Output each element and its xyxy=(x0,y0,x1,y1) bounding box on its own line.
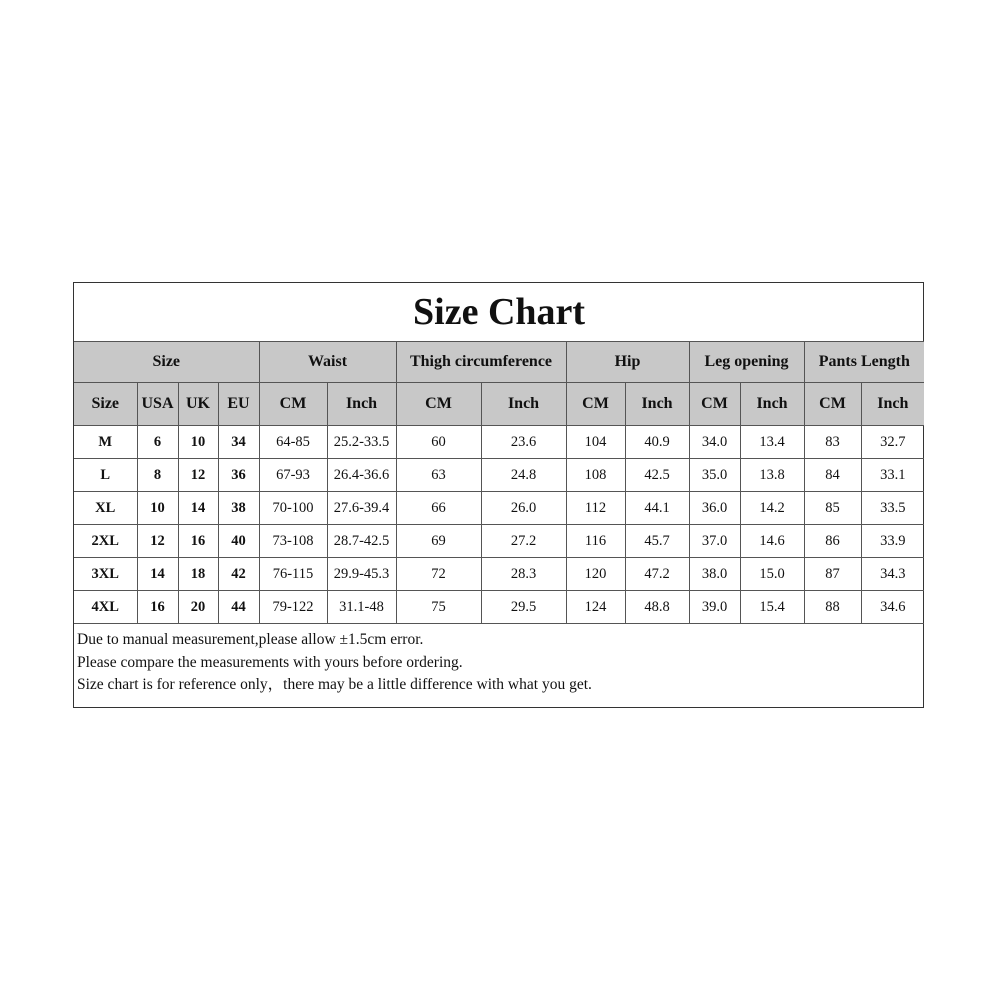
table-cell: 18 xyxy=(178,558,218,591)
unit-header-cell: Inch xyxy=(327,383,396,426)
table-row xyxy=(74,525,924,558)
page-title: Size Chart xyxy=(74,283,924,342)
table-cell: 34.6 xyxy=(861,591,924,624)
table-cell: 4XL xyxy=(74,591,137,624)
table-cell: 14 xyxy=(137,558,178,591)
table-cell: 108 xyxy=(566,459,625,492)
unit-header-cell: EU xyxy=(218,383,259,426)
table-cell: 76-115 xyxy=(259,558,327,591)
table-cell: 84 xyxy=(804,459,861,492)
header-group-size: Size xyxy=(74,342,259,383)
unit-header-cell: UK xyxy=(178,383,218,426)
header-group-hip: Hip xyxy=(566,342,689,383)
table-cell: 42 xyxy=(218,558,259,591)
table-cell: 85 xyxy=(804,492,861,525)
table-cell: 73-108 xyxy=(259,525,327,558)
table-cell: 12 xyxy=(178,459,218,492)
table-cell: 88 xyxy=(804,591,861,624)
size-chart xyxy=(73,282,924,708)
table-cell: 28.3 xyxy=(481,558,566,591)
table-cell: 29.5 xyxy=(481,591,566,624)
table-cell: 34.0 xyxy=(689,426,740,459)
table-cell: 14.2 xyxy=(740,492,804,525)
table-cell: L xyxy=(74,459,137,492)
table-cell: 124 xyxy=(566,591,625,624)
table-cell: 10 xyxy=(178,426,218,459)
table-cell: 12 xyxy=(137,525,178,558)
table-row xyxy=(74,591,924,624)
unit-header-cell: CM xyxy=(689,383,740,426)
unit-header-cell: Inch xyxy=(740,383,804,426)
table-cell: 36.0 xyxy=(689,492,740,525)
unit-header-cell: Inch xyxy=(481,383,566,426)
table-body xyxy=(74,426,924,624)
table-cell: 39.0 xyxy=(689,591,740,624)
table-cell: 34.3 xyxy=(861,558,924,591)
unit-header-cell: CM xyxy=(259,383,327,426)
table-cell: 75 xyxy=(396,591,481,624)
table-cell: 64-85 xyxy=(259,426,327,459)
table-cell: 3XL xyxy=(74,558,137,591)
table-row xyxy=(74,492,924,525)
table-cell: 66 xyxy=(396,492,481,525)
table-cell: 36 xyxy=(218,459,259,492)
table-cell: 112 xyxy=(566,492,625,525)
table-cell: 10 xyxy=(137,492,178,525)
table-cell: 24.8 xyxy=(481,459,566,492)
table-cell: 27.6-39.4 xyxy=(327,492,396,525)
table-cell: 32.7 xyxy=(861,426,924,459)
table-cell: 40 xyxy=(218,525,259,558)
unit-header-cell: USA xyxy=(137,383,178,426)
table-cell: 45.7 xyxy=(625,525,689,558)
table-cell: 16 xyxy=(178,525,218,558)
table-cell: 26.4-36.6 xyxy=(327,459,396,492)
table-cell: 2XL xyxy=(74,525,137,558)
table-cell: 38.0 xyxy=(689,558,740,591)
note-line: Size chart is for reference only，there may be a little difference with what you get. xyxy=(77,676,592,693)
table-cell: 23.6 xyxy=(481,426,566,459)
table-cell: 33.1 xyxy=(861,459,924,492)
table-cell: 87 xyxy=(804,558,861,591)
table-cell: 38 xyxy=(218,492,259,525)
table-cell: XL xyxy=(74,492,137,525)
table-cell: 25.2-33.5 xyxy=(327,426,396,459)
note-line: Please compare the measurements with yours before ordering. xyxy=(77,653,463,671)
table-cell: 86 xyxy=(804,525,861,558)
table-cell: 13.4 xyxy=(740,426,804,459)
table-cell: 33.5 xyxy=(861,492,924,525)
table-cell: 47.2 xyxy=(625,558,689,591)
table-row xyxy=(74,558,924,591)
table-cell: 29.9-45.3 xyxy=(327,558,396,591)
unit-header-cell: Inch xyxy=(625,383,689,426)
table-cell: 120 xyxy=(566,558,625,591)
table-cell: M xyxy=(74,426,137,459)
table-cell: 26.0 xyxy=(481,492,566,525)
header-group-thigh: Thigh circumference xyxy=(396,342,566,383)
table-cell: 48.8 xyxy=(625,591,689,624)
unit-header-cell: CM xyxy=(804,383,861,426)
header-group-waist: Waist xyxy=(259,342,396,383)
table-cell: 28.7-42.5 xyxy=(327,525,396,558)
table-cell: 27.2 xyxy=(481,525,566,558)
table-cell: 44.1 xyxy=(625,492,689,525)
table-cell: 35.0 xyxy=(689,459,740,492)
table-row xyxy=(74,426,924,459)
notes xyxy=(74,624,923,697)
table-row xyxy=(74,459,924,492)
unit-header-cell: Size xyxy=(74,383,137,426)
unit-header-row xyxy=(74,383,924,426)
table-cell: 16 xyxy=(137,591,178,624)
table-cell: 8 xyxy=(137,459,178,492)
header-group-pants-length: Pants Length xyxy=(804,342,924,383)
header-group-leg-opening: Leg opening xyxy=(689,342,804,383)
table-cell: 13.8 xyxy=(740,459,804,492)
table-cell: 15.0 xyxy=(740,558,804,591)
table-cell: 60 xyxy=(396,426,481,459)
table-cell: 42.5 xyxy=(625,459,689,492)
table-cell: 72 xyxy=(396,558,481,591)
table-cell: 70-100 xyxy=(259,492,327,525)
table-cell: 15.4 xyxy=(740,591,804,624)
unit-header-cell: CM xyxy=(566,383,625,426)
table-cell: 34 xyxy=(218,426,259,459)
table-cell: 14.6 xyxy=(740,525,804,558)
table-cell: 67-93 xyxy=(259,459,327,492)
table-cell: 20 xyxy=(178,591,218,624)
table-cell: 40.9 xyxy=(625,426,689,459)
table-cell: 69 xyxy=(396,525,481,558)
table-cell: 79-122 xyxy=(259,591,327,624)
table-cell: 33.9 xyxy=(861,525,924,558)
table-cell: 6 xyxy=(137,426,178,459)
unit-header-cell: Inch xyxy=(861,383,924,426)
table-cell: 31.1-48 xyxy=(327,591,396,624)
size-table xyxy=(74,283,924,624)
table-cell: 83 xyxy=(804,426,861,459)
note-line: Due to manual measurement,please allow ±1.5cm error. xyxy=(77,631,424,648)
table-cell: 14 xyxy=(178,492,218,525)
table-cell: 104 xyxy=(566,426,625,459)
unit-header-cell: CM xyxy=(396,383,481,426)
table-cell: 44 xyxy=(218,591,259,624)
table-cell: 37.0 xyxy=(689,525,740,558)
table-cell: 116 xyxy=(566,525,625,558)
table-cell: 63 xyxy=(396,459,481,492)
